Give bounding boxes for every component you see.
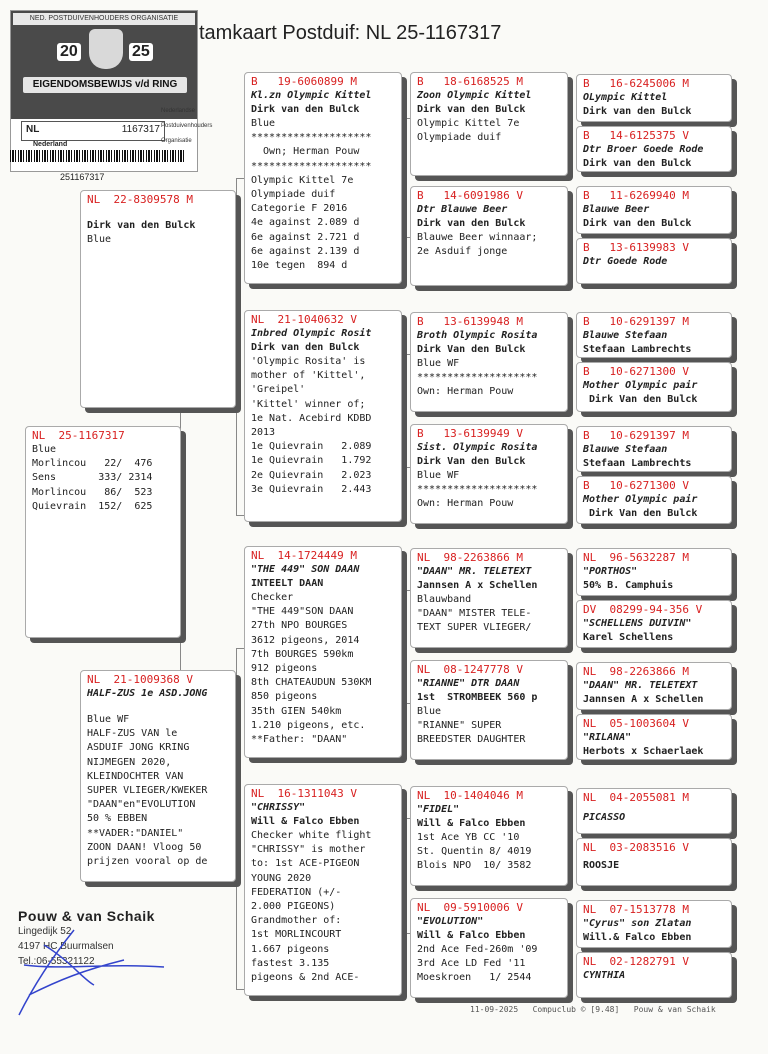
- g3-line: 2nd Ace Fed-260m '09: [417, 944, 538, 955]
- mf-line: "THE 449"SON DAAN: [251, 606, 354, 618]
- g4-ring: NL 02-1282791 V: [583, 955, 689, 968]
- g4-card: [576, 74, 732, 122]
- ring-number-box: [21, 121, 165, 141]
- g4-owner: Will.& Falco Ebben: [583, 932, 692, 943]
- g4-ring: NL 07-1513778 M: [583, 903, 689, 916]
- g3-name: "DAAN" MR. TELETEXT: [417, 566, 532, 577]
- fm-line: 1e Nat. Acebird KDBD: [251, 412, 372, 424]
- g4-card: [576, 600, 732, 648]
- g4-name: CYNTHIA: [583, 970, 626, 981]
- g3-ring: NL 09-5910006 V: [417, 901, 523, 914]
- g3-name: "FIDEL": [417, 804, 460, 815]
- ff-line: Blue: [251, 118, 276, 129]
- g4-ring: B 10-6291397 M: [583, 429, 689, 442]
- mm-line: 1.667 pigeons: [251, 943, 330, 955]
- g4-owner: Karel Schellens: [583, 632, 674, 643]
- g4-owner: Dirk van den Bulck: [583, 106, 692, 117]
- g4-ring: NL 05-1003604 V: [583, 717, 689, 730]
- g3-line: Olympic Kittel 7e: [417, 118, 520, 129]
- g4-card: [576, 952, 732, 998]
- dam-sire-card: [244, 546, 402, 758]
- g3-line: ********************: [417, 372, 538, 384]
- g3-line: ********************: [417, 484, 538, 496]
- ring-legend-2: Postduivenhouders: [161, 123, 213, 129]
- g3-owner: Dirk Van den Bulck: [417, 456, 526, 467]
- fm-line: 2e Quievrain 2.023: [251, 469, 372, 481]
- mm-ring: NL 16-1311043 V: [251, 787, 357, 800]
- mother-line: ZOON DAAN! Vloog 50: [87, 841, 202, 853]
- mother-line: Blue WF: [87, 714, 130, 725]
- g4-card: [576, 900, 732, 948]
- g3-name: "RIANNE" DTR DAAN: [417, 678, 520, 689]
- g3-ring: NL 10-1404046 M: [417, 789, 523, 802]
- g3-name: Zoon Olympic Kittel: [417, 90, 532, 101]
- ff-line: 6e against 2.139 d: [251, 245, 360, 257]
- page-title: tamkaart Postduif: NL 25-1167317: [199, 22, 502, 44]
- g3-line: Blue WF: [417, 470, 460, 481]
- ring-number: 1167317: [121, 124, 160, 135]
- ff-line: Own; Herman Pouw: [251, 146, 360, 158]
- mother-name: HALF-ZUS 1e ASD.JONG: [87, 688, 208, 699]
- g4-card: [576, 362, 732, 412]
- mf-owner: INTEELT DAAN: [251, 578, 324, 589]
- g4-card: [576, 186, 732, 234]
- g4-name: Blauwe Stefaan: [583, 444, 668, 455]
- g4-owner: Stefaan Lambrechts: [583, 458, 692, 469]
- ff-name: Kl.zn Olympic Kittel: [251, 90, 372, 101]
- g4-card: [576, 126, 732, 172]
- ff-line: 6e against 2.721 d: [251, 231, 360, 243]
- dam-dam-card: [244, 784, 402, 996]
- g3-line: St. Quentin 8/ 4019: [417, 846, 532, 858]
- ff-line: Olympic Kittel 7e: [251, 174, 354, 186]
- fm-line: 'Olympic Rosita' is: [251, 356, 366, 367]
- g3-card: [410, 898, 568, 998]
- subject-line: Quievrain 152/ 625: [32, 500, 153, 512]
- father-owner: Dirk van den Bulck: [87, 220, 196, 231]
- ring-legend-3: Organisatie: [161, 138, 192, 144]
- g4-name: Blauwe Stefaan: [583, 330, 668, 341]
- sire-dam-card: [244, 310, 402, 522]
- g3-owner: 1st STROMBEEK 560 p: [417, 692, 538, 703]
- g4-card: [576, 548, 732, 596]
- g4-name: "Cyrus" son Zlatan: [583, 918, 692, 929]
- g3-ring: B 13-6139949 V: [417, 427, 523, 440]
- subject-line: Morlincou 86/ 523: [32, 486, 153, 498]
- ff-line: ********************: [251, 160, 372, 172]
- g4-ring: B 10-6291397 M: [583, 315, 689, 328]
- g4-card: [576, 426, 732, 472]
- mf-line: 1.210 pigeons, etc.: [251, 719, 366, 731]
- mother-line: HALF-ZUS VAN le: [87, 728, 178, 740]
- ring-label-header: NED. POSTDUIVENHOUDERS ORGANISATIE: [13, 13, 195, 25]
- connector: [180, 636, 181, 672]
- g4-card: [576, 838, 732, 886]
- fm-line: 1e Quievrain 1.792: [251, 455, 372, 467]
- g3-card: [410, 186, 568, 286]
- g4-owner: Dirk Van den Bulck: [583, 508, 698, 519]
- fm-name: Inbred Olympic Rosit: [251, 328, 372, 339]
- subject-line: Morlincou 22/ 476: [32, 458, 153, 470]
- g4-ring: NL 96-5632287 M: [583, 551, 689, 564]
- fm-line: 'Greipel': [251, 384, 306, 396]
- father-line: Blue: [87, 234, 112, 245]
- g4-card: [576, 476, 732, 524]
- mother-line: 50 % EBBEN: [87, 813, 148, 825]
- g3-card: [410, 312, 568, 412]
- g3-line: Blauwe Beer winnaar;: [417, 232, 538, 243]
- g4-owner: Jannsen A x Schellen: [583, 694, 704, 705]
- subject-ring: NL 25-1167317: [32, 429, 125, 442]
- g4-name: Dtr Broer Goede Rode: [583, 144, 704, 155]
- g3-line: Moeskroen 1/ 2544: [417, 972, 532, 984]
- g4-owner: Stefaan Lambrechts: [583, 344, 692, 355]
- ring-year-right: 25: [129, 43, 153, 61]
- signature-icon: [14, 925, 174, 1020]
- g3-name: "EVOLUTION": [417, 916, 484, 927]
- mm-line: FEDERATION (+/-: [251, 886, 342, 898]
- father-ring: NL 22-8309578 M: [87, 193, 193, 206]
- mother-line: ASDUIF JONG KRING: [87, 742, 190, 754]
- mf-line: 850 pigeons: [251, 691, 318, 703]
- mm-line: Grandmother of:: [251, 915, 342, 927]
- ring-ownership-label: [10, 10, 213, 172]
- mother-line: SUPER VLIEGER/KWEKER: [87, 785, 208, 797]
- father-card: [80, 190, 236, 408]
- fm-line: 1e Quievrain 2.089: [251, 441, 372, 453]
- ff-line: Olympiade duif: [251, 189, 336, 201]
- g4-name: Dtr Goede Rode: [583, 256, 668, 267]
- g4-ring: NL 04-2055081 M: [583, 791, 689, 804]
- mm-name: "CHRISSY": [251, 802, 306, 813]
- mm-line: 1st MORLINCOURT: [251, 929, 342, 941]
- g3-owner: Dirk van den Bulck: [417, 104, 526, 115]
- mf-line: Checker: [251, 592, 294, 603]
- g3-line: 2e Asduif jonge: [417, 246, 508, 258]
- ff-line: 4e against 2.089 d: [251, 217, 360, 229]
- mm-line: 2.000 PIGEONS): [251, 901, 336, 913]
- fm-line: mother of 'Kittel',: [251, 370, 366, 382]
- ring-country: NL: [26, 124, 40, 135]
- subject-line: Blue: [32, 444, 57, 455]
- g4-ring: B 10-6271300 V: [583, 479, 689, 492]
- g3-line: Own: Herman Pouw: [417, 498, 514, 510]
- g4-card: [576, 788, 732, 834]
- mm-line: Checker white flight: [251, 830, 372, 841]
- owner-phone: Tel.:06-55321122: [18, 956, 95, 967]
- g3-card: [410, 72, 568, 176]
- g3-ring: B 18-6168525 M: [417, 75, 523, 88]
- g4-name: "PORTHOS": [583, 566, 638, 577]
- ring-label-eigendom: EIGENDOMSBEWIJS v/d RING: [23, 77, 187, 93]
- g3-line: "DAAN" MISTER TELE-: [417, 608, 532, 620]
- fm-line: 3e Quievrain 2.443: [251, 483, 372, 495]
- fm-line: 'Kittel' winner of;: [251, 398, 366, 410]
- mm-owner: Will & Falco Ebben: [251, 816, 360, 827]
- g4-owner: 50% B. Camphuis: [583, 580, 674, 591]
- g3-owner: Will & Falco Ebben: [417, 930, 526, 941]
- g4-card: [576, 714, 732, 760]
- g4-name: Blauwe Beer: [583, 204, 650, 215]
- fm-owner: Dirk van den Bulck: [251, 342, 360, 353]
- g3-line: Blois NPO 10/ 3582: [417, 860, 532, 872]
- mother-line: NIJMEGEN 2020,: [87, 756, 172, 768]
- ff-line: ********************: [251, 132, 372, 144]
- g4-card: [576, 662, 732, 710]
- g3-name: Dtr Blauwe Beer: [417, 204, 508, 215]
- g4-ring: B 16-6245006 M: [583, 77, 689, 90]
- g4-card: [576, 238, 732, 284]
- g4-ring: B 11-6269940 M: [583, 189, 689, 202]
- mm-line: fastest 3.135: [251, 957, 330, 969]
- g4-owner: Dirk van den Bulck: [583, 158, 692, 169]
- mm-line: pigeons & 2nd ACE-: [251, 972, 360, 984]
- g3-line: Olympiade duif: [417, 132, 502, 144]
- g3-card: [410, 786, 568, 886]
- owner-address: Lingedijk 52: [18, 926, 72, 937]
- mother-line: **VADER:"DANIEL": [87, 827, 184, 839]
- ff-line: 10e tegen 894 d: [251, 260, 348, 272]
- mf-line: 27th NPO BOURGES: [251, 620, 348, 632]
- g4-ring: NL 03-2083516 V: [583, 841, 689, 854]
- g4-owner: Dirk van den Bulck: [583, 218, 692, 229]
- g4-card: [576, 312, 732, 358]
- subject-line: Sens 333/ 2314: [32, 472, 153, 484]
- g4-ring: B 13-6139983 V: [583, 241, 689, 254]
- g4-ring: B 14-6125375 V: [583, 129, 689, 142]
- g3-owner: Dirk Van den Bulck: [417, 344, 526, 355]
- fm-line: 2013: [251, 427, 276, 439]
- g3-line: Blue: [417, 706, 442, 717]
- g3-line: 3rd Ace LD Fed '11: [417, 958, 526, 970]
- g4-name: PICASSO: [583, 812, 626, 823]
- g3-ring: B 13-6139948 M: [417, 315, 523, 328]
- g3-line: Blauwband: [417, 594, 472, 605]
- mother-line: "DAAN"en"EVOLUTION: [87, 799, 196, 811]
- mf-line: 912 pigeons: [251, 663, 318, 675]
- mf-ring: NL 14-1724449 M: [251, 549, 357, 562]
- g3-line: BREEDSTER DAUGHTER: [417, 734, 526, 746]
- ring-year-left: 20: [57, 43, 81, 61]
- mother-card: [80, 670, 236, 882]
- mf-line: 35th GIEN 540km: [251, 705, 342, 717]
- g4-name: "SCHELLENS DUIVIN": [583, 618, 692, 629]
- sire-sire-card: [244, 72, 402, 284]
- g3-owner: Jannsen A x Schellen: [417, 580, 538, 591]
- fm-ring: NL 21-1040632 V: [251, 313, 357, 326]
- barcode: [10, 150, 186, 162]
- g4-name: ROOSJE: [583, 860, 620, 871]
- g4-owner: Dirk Van den Bulck: [583, 394, 698, 405]
- g3-line: "RIANNE" SUPER: [417, 720, 502, 732]
- g3-line: 1st Ace YB CC '10: [417, 832, 520, 843]
- mf-line: 3612 pigeons, 2014: [251, 634, 360, 646]
- mf-name: "THE 449" SON DAAN: [251, 564, 360, 575]
- g4-name: Mother Olympic pair: [583, 380, 698, 391]
- g4-name: "RILANA": [583, 732, 632, 743]
- g3-ring: NL 08-1247778 V: [417, 663, 523, 676]
- g3-ring: NL 98-2263866 M: [417, 551, 523, 564]
- ring-legend-1: Nederlandse: [161, 108, 196, 114]
- mother-ring: NL 21-1009368 V: [87, 673, 193, 686]
- subject-card: [25, 426, 181, 638]
- g3-line: TEXT SUPER VLIEGER/: [417, 622, 532, 634]
- mm-line: "CHRISSY" is mother: [251, 844, 366, 856]
- mm-line: to: 1st ACE-PIGEON: [251, 858, 360, 870]
- g4-owner: Herbots x Schaerlaek: [583, 746, 704, 757]
- mf-line: 7th BOURGES 590km: [251, 648, 354, 660]
- mf-line: 8th CHATEAUDUN 530KM: [251, 677, 372, 689]
- g4-name: Mother Olympic pair: [583, 494, 698, 505]
- mother-line: KLEINDOCHTER VAN: [87, 770, 184, 782]
- owner-name: Pouw & van Schaik: [18, 908, 155, 924]
- g4-ring: B 10-6271300 V: [583, 365, 689, 378]
- ring-label-land: Nederland: [33, 141, 68, 148]
- g4-name: OLympic Kittel: [583, 92, 668, 103]
- owner-city: 4197 HC Buurmalsen: [18, 941, 114, 952]
- g3-line: Blue WF: [417, 358, 460, 369]
- g3-card: [410, 548, 568, 648]
- g3-owner: Dirk van den Bulck: [417, 218, 526, 229]
- g4-name: "DAAN" MR. TELETEXT: [583, 680, 698, 691]
- g3-name: Sist. Olympic Rosita: [417, 442, 538, 453]
- g3-name: Broth Olympic Rosita: [417, 330, 538, 341]
- g3-card: [410, 424, 568, 524]
- mother-line: prijzen vooral op de: [87, 856, 208, 868]
- lion-crest-icon: [89, 29, 123, 69]
- footer: 11-09-2025 Compuclub © [9.48] Pouw & van Schaik: [470, 1005, 716, 1014]
- ff-ring: B 19-6060899 M: [251, 75, 357, 88]
- g3-owner: Will & Falco Ebben: [417, 818, 526, 829]
- ff-line: Categorie F 2016: [251, 203, 348, 215]
- ff-owner: Dirk van den Bulck: [251, 104, 360, 115]
- mf-line: **Father: "DAAN": [251, 734, 348, 746]
- mm-line: YOUNG 2020: [251, 872, 312, 884]
- g4-ring: DV 08299-94-356 V: [583, 603, 703, 616]
- barcode-number: 251167317: [60, 172, 105, 182]
- g3-card: [410, 660, 568, 760]
- g3-ring: B 14-6091986 V: [417, 189, 523, 202]
- g3-line: Own: Herman Pouw: [417, 386, 514, 398]
- g4-ring: NL 98-2263866 M: [583, 665, 689, 678]
